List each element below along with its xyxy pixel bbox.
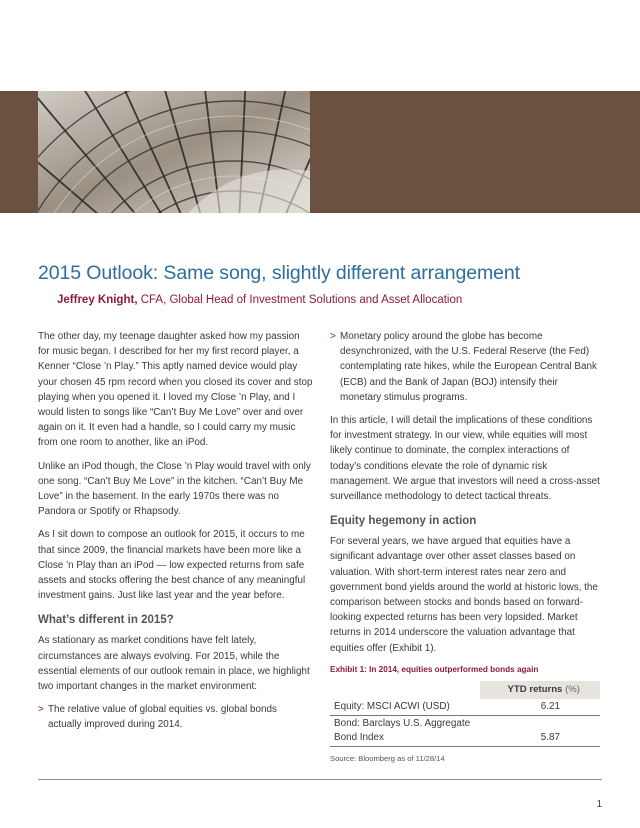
author-name: Jeffrey Knight, — [57, 294, 138, 306]
article-title: 2015 Outlook: Same song, slightly different arrangement — [38, 262, 520, 284]
table-header-empty — [330, 681, 480, 699]
bullet-text: The relative value of global equities vs. global bonds actually improved during 2014. — [48, 704, 277, 731]
footer-divider — [38, 779, 602, 780]
table-row — [330, 715, 600, 746]
bullet-item — [38, 702, 313, 732]
ytd-unit: (%) — [562, 683, 580, 695]
row-label: Equity: MSCI ACWI (USD) — [330, 699, 480, 716]
paragraph: The other day, my teenage daughter asked how my passion for music began. I described for her my first record player, a Kenner “Close ’n Play.” This aptly named device would play your chosen 45 rpm record when you closed its cover and stop playing when you opened it. I loved my Close ’n Play, and I would listen to songs like “Can’t Buy Me Love” over and over again on it. It even had a handle, so I could carry my music from one room to another, like an iPod. — [38, 331, 313, 449]
bullet-text: Monetary policy around the globe has become desynchronized, with the U.S. Federal Reserve (the Fed) contemplating rate hikes, while the European Central Bank (ECB) and the Bank of Japan (BOJ) intensify their monetary stimulus programs. — [340, 331, 597, 403]
paragraph: In this article, I will detail the implications of these conditions for investment strategy. In our view, while equities will most likely continue to dominate, the complex interactions of today’s conditions elevate the role of dynamic risk management. We argue that investors will need a cross-asset surveillance methodology to detect tactical threats. — [330, 415, 600, 503]
bullet-item — [330, 329, 600, 405]
header-banner — [0, 91, 640, 213]
ytd-label: YTD returns — [507, 683, 563, 695]
byline — [57, 294, 462, 306]
paragraph: As stationary as market conditions have felt lately, circumstances are always evolving. For 2015, while the essential elements of our outlook remain in place, we highlight two important changes in the market environment: — [38, 635, 310, 693]
left-column — [38, 329, 313, 741]
page-number: 1 — [596, 799, 602, 810]
table-header-row — [330, 681, 600, 699]
exhibit-title: Exhibit 1: In 2014, equities outperformed bonds again — [330, 664, 539, 674]
right-column — [330, 329, 600, 766]
row-label: Bond: Barclays U.S. Aggregate Bond Index — [330, 715, 480, 746]
table-header-ytd — [480, 681, 600, 699]
section-heading: What’s different in 2015? — [38, 614, 174, 627]
exhibit-table — [330, 681, 600, 747]
paragraph: As I sit down to compose an outlook for 2015, it occurs to me that since 2009, the financial markets have been more like a Close ’n Play than an iPod — low expected returns from safe assets and stocks offering the best chance of any meaningful investment gains. Just like last year and the year before. — [38, 529, 306, 602]
paragraph: For several years, we have argued that equities have a significant advantage over other asset classes based on valuation. With short-term interest rates near zero and government bond yields around the world at historic lows, the comparison between stocks and bonds based on forward-looking expected returns has been very lopsided. Market returns in 2014 underscore the valuation advantage that equities offer (Exhibit 1). — [330, 536, 598, 654]
author-role: CFA, Global Head of Investment Solutions and Asset Allocation — [137, 294, 463, 306]
exhibit-source: Source: Bloomberg as of 11/28/14 — [330, 753, 445, 763]
bullet-marker: > — [330, 331, 336, 342]
bullet-marker: > — [38, 704, 44, 716]
glass-dome-photo — [38, 91, 310, 213]
row-value: 5.87 — [480, 715, 600, 746]
section-heading: Equity hegemony in action — [330, 515, 477, 528]
paragraph: Unlike an iPod though, the Close ’n Play would travel with only one song. “Can’t Buy Me Love” in the kitchen. “Can’t Buy Me Love” in the basement. In the early 1970s there was no Pandora or Spotify or Rhapsody. — [38, 460, 311, 518]
row-value: 6.21 — [480, 699, 600, 716]
table-row — [330, 699, 600, 716]
